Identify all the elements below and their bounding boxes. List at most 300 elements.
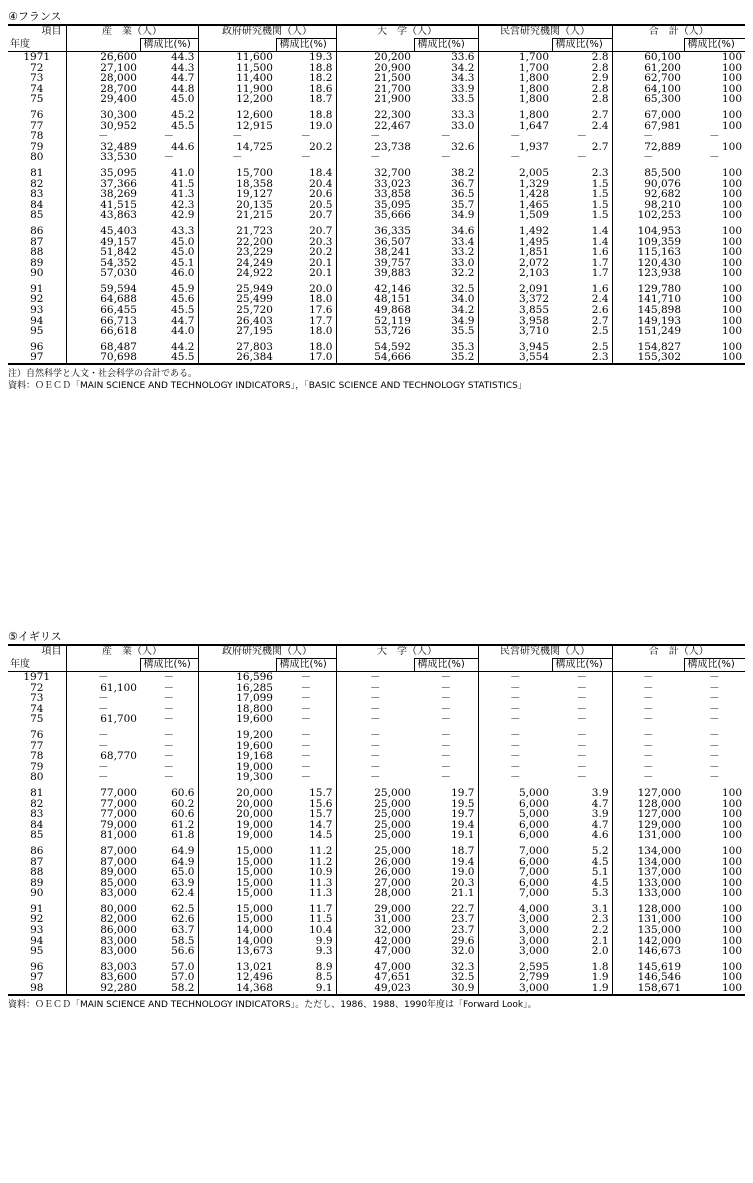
table-cell: － (576, 739, 587, 752)
table-cell: 25,000 (336, 799, 414, 810)
table-cell: 14,725 (198, 142, 276, 153)
table-row (8, 725, 745, 741)
table-cell: － (300, 739, 311, 752)
table-cell: 4.5 (591, 855, 609, 868)
table-cell: 100 (721, 971, 742, 984)
table-cell: 3,000 (478, 925, 552, 936)
table-cell: 1,509 (478, 210, 552, 221)
table-cell: 26,384 (198, 352, 276, 364)
table-cell: 27,100 (66, 63, 140, 74)
table-cell: 20.6 (309, 188, 333, 201)
table-cell: － (198, 131, 276, 142)
table-cell: 89,000 (66, 867, 140, 878)
table-cell: 1,937 (478, 142, 552, 153)
table-cell: 41.5 (171, 177, 195, 190)
table-cell: 26,403 (198, 316, 276, 327)
table-cell: 15,000 (198, 841, 276, 857)
table-cell: 2,005 (478, 163, 552, 179)
table-cell: 14,000 (198, 925, 276, 936)
table-cell: 2.7 (591, 140, 609, 153)
year-cell: 76 (30, 108, 44, 121)
table-cell: 2.9 (591, 72, 609, 85)
table-cell: 19,000 (198, 830, 276, 841)
table-cell: 14.7 (309, 818, 333, 831)
year-cell: 87 (30, 855, 44, 868)
table-cell: 25,000 (336, 783, 414, 799)
table-cell: 30,952 (66, 121, 140, 132)
table-cell: 32.2 (451, 267, 475, 280)
table-cell: 100 (721, 209, 742, 222)
table-cell: 128,000 (612, 799, 684, 810)
table-cell: 11.2 (309, 855, 333, 868)
header-ratio: 構成比(%) (552, 39, 612, 52)
table-cell: 100 (721, 198, 742, 211)
table-cell: 30,300 (66, 105, 140, 121)
year-cell: 94 (30, 314, 44, 327)
table-cell: 142,000 (612, 936, 684, 947)
table-cell: 100 (721, 188, 742, 201)
table-cell: 100 (721, 934, 742, 947)
year-cell: 1971 (23, 671, 51, 683)
table-cell: － (300, 151, 311, 164)
year-cell: 78 (30, 750, 44, 763)
table-cell: － (440, 671, 451, 683)
table-cell: 28,700 (66, 84, 140, 95)
table-cell: 25,000 (336, 820, 414, 831)
table-cell: 59,594 (66, 279, 140, 295)
table-cell: 27,000 (336, 878, 414, 889)
table-cell: － (300, 771, 311, 784)
table-cell: 54,352 (66, 258, 140, 269)
table-cell: 9.1 (276, 983, 336, 995)
table-cell: 16,596 (198, 672, 276, 683)
year-cell: 86 (30, 224, 44, 237)
year-cell: 84 (30, 818, 44, 831)
table-cell: 32.3 (451, 960, 475, 973)
table-cell: 81,000 (66, 830, 140, 841)
table-cell: 62.6 (171, 913, 195, 926)
table-cell: 20.1 (309, 256, 333, 269)
table-cell: 45.6 (171, 293, 195, 306)
year-cell: 84 (30, 198, 44, 211)
table-cell: 68,487 (66, 337, 140, 353)
year-cell: 92 (30, 293, 44, 306)
table-cell: 100 (721, 119, 742, 132)
table-cell: 36,335 (336, 221, 414, 237)
table-cell: 19.5 (451, 797, 475, 810)
table-cell: 61.2 (171, 818, 195, 831)
header-private: 民営研究機関（人） (478, 645, 612, 659)
header-industry: 産 業（人） (66, 645, 198, 659)
table-cell: 3,000 (478, 914, 552, 925)
table-cell: 23,738 (336, 142, 414, 153)
year-cell: 72 (30, 681, 44, 694)
table-cell: 6,000 (478, 820, 552, 831)
table-cell: － (440, 771, 451, 784)
table-cell: － (163, 739, 174, 752)
table-cell: － (440, 681, 451, 694)
table-cell: 33,858 (336, 189, 414, 200)
table-cell: 3,372 (478, 294, 552, 305)
table-cell: 19.4 (451, 855, 475, 868)
table-cell: 85,500 (612, 163, 684, 179)
table-cell: 83,600 (66, 972, 140, 983)
year-cell: 80 (30, 151, 44, 164)
table-row (8, 268, 745, 279)
table-cell: － (163, 750, 174, 763)
table-cell: 25,499 (198, 294, 276, 305)
table-cell: 11.2 (309, 844, 333, 857)
table-cell: 64.9 (171, 855, 195, 868)
table-cell: 3,710 (478, 326, 552, 337)
table-cell: － (163, 713, 174, 726)
table-row (8, 221, 745, 237)
year-cell: 93 (30, 304, 44, 317)
table-cell: 3,000 (478, 983, 552, 995)
table-cell: 2.2 (591, 924, 609, 937)
table-cell: 100 (721, 293, 742, 306)
table-cell: 44.3 (171, 51, 195, 63)
table-cell: － (478, 725, 552, 741)
header-university: 大 学（人） (336, 25, 478, 39)
year-cell: 91 (30, 282, 44, 295)
table-cell: 3,000 (478, 936, 552, 947)
table-cell: 14,368 (198, 983, 276, 995)
header-year: 年度 (8, 659, 66, 672)
table-cell: 45.5 (171, 119, 195, 132)
table-cell: 45.2 (171, 108, 195, 121)
table-cell: 53,726 (336, 326, 414, 337)
table-cell: 1.6 (591, 282, 609, 295)
table-row (8, 841, 745, 857)
year-cell: 80 (30, 771, 44, 784)
table-cell: 1.8 (591, 960, 609, 973)
source-note: 資料：ＯＥＣＤ「MAIN SCIENCE AND TECHNOLOGY INDICATORS」。ただし、1986、1988、1990年度は「Forward Look」。 (8, 999, 537, 1010)
table-cell: 33,530 (66, 152, 140, 163)
table-cell: 100 (721, 72, 742, 85)
table-row (8, 957, 745, 973)
table-cell: 100 (721, 913, 742, 926)
table-cell: － (440, 739, 451, 752)
table-cell: 19,600 (198, 741, 276, 752)
table-cell: 63.7 (171, 924, 195, 937)
table-cell: 100 (721, 224, 742, 237)
year-cell: 76 (30, 728, 44, 741)
table-cell: 85,000 (66, 878, 140, 889)
table-cell: 19.1 (451, 829, 475, 842)
table-cell: 1,495 (478, 237, 552, 248)
table-cell: 83,000 (66, 936, 140, 947)
table-cell: － (576, 771, 587, 784)
table-cell: 19,600 (198, 714, 276, 725)
header-ratio: 構成比(%) (684, 39, 745, 52)
table-cell: 6,000 (478, 799, 552, 810)
table-cell: 19.0 (309, 119, 333, 132)
table-cell: － (336, 714, 414, 725)
table-cell: 42.9 (171, 209, 195, 222)
table-cell: 18.7 (309, 93, 333, 106)
table-cell: 3.9 (591, 786, 609, 799)
table-cell: 104,953 (612, 221, 684, 237)
table-cell: 19,300 (198, 772, 276, 783)
year-cell: 87 (30, 235, 44, 248)
header-university: 大 学（人） (336, 645, 478, 659)
table-cell: 57,030 (66, 268, 140, 279)
table-cell: 1.4 (591, 224, 609, 237)
table-cell: 3.9 (591, 808, 609, 821)
table-cell: 149,193 (612, 316, 684, 327)
table-cell: 1,492 (478, 221, 552, 237)
table-cell: － (709, 739, 720, 752)
table-cell: 33.4 (451, 235, 475, 248)
table-cell: 100 (721, 887, 742, 900)
table-cell: 34.9 (451, 314, 475, 327)
table-cell: 21,700 (336, 84, 414, 95)
table-cell: 72,889 (612, 142, 684, 153)
table-cell: 5.2 (591, 844, 609, 857)
table-cell: 4.7 (591, 797, 609, 810)
table-cell: 15,000 (198, 857, 276, 868)
table-cell: 11,900 (198, 84, 276, 95)
table-cell: 65,300 (612, 94, 684, 105)
table-cell: 2.5 (591, 340, 609, 353)
table-cell: 45,403 (66, 221, 140, 237)
table-cell: 2.5 (591, 325, 609, 338)
table-cell: － (612, 704, 684, 715)
table-cell: 87,000 (66, 857, 140, 868)
table-cell: 19,200 (198, 725, 276, 741)
table-cell: 3,554 (478, 352, 552, 364)
table-cell: 100 (721, 945, 742, 958)
table-cell: 1,800 (478, 94, 552, 105)
table-cell: 20,000 (198, 799, 276, 810)
table-cell: 15.7 (309, 808, 333, 821)
table-cell: 21.1 (451, 887, 475, 900)
table-cell: － (576, 692, 587, 705)
table-cell: 38,241 (336, 247, 414, 258)
table-cell: 46.0 (171, 267, 195, 280)
table-cell: 16,285 (198, 683, 276, 694)
table-cell: 102,253 (612, 210, 684, 221)
table-cell: 61,100 (66, 683, 140, 694)
table-cell: 100 (721, 808, 742, 821)
table-cell: 2.8 (591, 93, 609, 106)
table-cell: 98,210 (612, 200, 684, 211)
table-cell: － (612, 772, 684, 783)
table-cell: 25,000 (336, 809, 414, 820)
table-cell: 19,000 (198, 762, 276, 773)
table-cell: 100 (721, 902, 742, 915)
table-cell: 100 (721, 51, 742, 63)
table-cell: 100 (721, 314, 742, 327)
table-cell: 109,359 (612, 237, 684, 248)
table-cell: － (440, 728, 451, 741)
table-cell: 44.7 (171, 72, 195, 85)
table-cell: 2.0 (591, 945, 609, 958)
table-row (8, 326, 745, 337)
table-cell: 2.8 (591, 51, 609, 63)
table-cell: 15,000 (198, 878, 276, 889)
table-cell: 100 (721, 960, 742, 973)
table-cell: 10.4 (309, 924, 333, 937)
table-cell: 62,700 (612, 73, 684, 84)
table-cell: 12,200 (198, 94, 276, 105)
table-cell: 82,000 (66, 914, 140, 925)
table-cell: 35,095 (336, 200, 414, 211)
table-cell: 1.5 (591, 198, 609, 211)
year-cell: 83 (30, 188, 44, 201)
table-cell: － (709, 130, 720, 143)
table-cell: 100 (721, 267, 742, 280)
table-cell: 32.5 (451, 971, 475, 984)
table-cell: 41.3 (171, 188, 195, 201)
year-cell: 75 (30, 93, 44, 106)
table-cell: 1,700 (478, 52, 552, 63)
table-cell: 32,000 (336, 925, 414, 936)
header-ratio: 構成比(%) (140, 659, 198, 672)
table-cell: 100 (721, 140, 742, 153)
year-cell: 82 (30, 177, 44, 190)
header-industry: 産 業（人） (66, 25, 198, 39)
table-cell: 14.5 (309, 829, 333, 842)
table-cell: 2.7 (591, 108, 609, 121)
table-cell: － (709, 702, 720, 715)
table-cell: 20.7 (309, 209, 333, 222)
table-cell: 120,430 (612, 258, 684, 269)
table-cell: 77,000 (66, 799, 140, 810)
table-cell: － (576, 130, 587, 143)
table-cell: 6,000 (478, 878, 552, 889)
header-ratio: 構成比(%) (684, 659, 745, 672)
table-cell: 35.7 (451, 198, 475, 211)
table-cell: 2.3 (591, 913, 609, 926)
table-cell: 1.6 (591, 246, 609, 259)
table-cell: － (478, 714, 552, 725)
table-cell: 67,981 (612, 121, 684, 132)
table-cell: 51,842 (66, 247, 140, 258)
table-cell: 86,000 (66, 925, 140, 936)
table-cell: 3.1 (591, 902, 609, 915)
table-cell: 44.6 (171, 140, 195, 153)
year-cell: 93 (30, 924, 44, 937)
table-cell: 70,698 (66, 352, 140, 364)
table-cell: － (576, 702, 587, 715)
table-cell: 4.7 (591, 818, 609, 831)
table-cell: 33.3 (451, 108, 475, 121)
table-cell: 25,000 (336, 841, 414, 857)
table-cell: 100 (721, 108, 742, 121)
table-cell: 1.7 (591, 267, 609, 280)
table-cell: 45.9 (171, 282, 195, 295)
table-cell: 100 (684, 352, 745, 364)
table-cell: 44.8 (171, 82, 195, 95)
table-cell: 15,000 (198, 914, 276, 925)
table-cell: 57.0 (171, 960, 195, 973)
year-cell: 95 (30, 945, 44, 958)
table-cell: － (478, 772, 552, 783)
year-cell: 73 (30, 72, 44, 85)
table-cell: 1,800 (478, 105, 552, 121)
table-cell: － (612, 725, 684, 741)
table-cell: 6,000 (478, 857, 552, 868)
table-cell: 45.0 (171, 246, 195, 259)
table-cell: － (612, 762, 684, 773)
table-cell: 19,168 (198, 751, 276, 762)
table-cell: 129,000 (612, 820, 684, 831)
table-cell: 1,851 (478, 247, 552, 258)
table-cell: 11.3 (309, 887, 333, 900)
table-cell: － (612, 751, 684, 762)
table-cell: 47,651 (336, 972, 414, 983)
table-cell: 33.2 (451, 246, 475, 259)
table-cell: 1.5 (591, 209, 609, 222)
table-cell: 2,091 (478, 279, 552, 295)
table-cell: － (163, 760, 174, 773)
table-cell: 34.9 (451, 209, 475, 222)
table-cell: 32.0 (451, 945, 475, 958)
table-cell: 3,000 (478, 946, 552, 957)
year-cell: 77 (30, 739, 44, 752)
table-cell: 1.9 (552, 983, 612, 995)
table-cell: 4,000 (478, 899, 552, 915)
data-table (8, 24, 745, 365)
table-cell: 32,489 (66, 142, 140, 153)
table-cell: 26,600 (66, 52, 140, 63)
table-cell: 60.6 (171, 808, 195, 821)
table-cell: 146,673 (612, 946, 684, 957)
table-cell: 41,515 (66, 200, 140, 211)
table-cell: 8.5 (315, 971, 333, 984)
table-cell: 1,700 (478, 63, 552, 74)
table-cell: 2,103 (478, 268, 552, 279)
table-cell: 62.5 (171, 902, 195, 915)
table-cell: 42.3 (171, 198, 195, 211)
table-cell: 20,200 (336, 52, 414, 63)
table-row (8, 946, 745, 957)
table-cell: 18,358 (198, 179, 276, 190)
table-cell: － (336, 704, 414, 715)
table-row (8, 783, 745, 799)
table-cell: － (300, 760, 311, 773)
year-cell: 89 (30, 876, 44, 889)
table-cell: － (198, 152, 276, 163)
table-cell: 66,455 (66, 305, 140, 316)
table-cell: 2,072 (478, 258, 552, 269)
table-cell: － (709, 681, 720, 694)
table-cell: － (300, 713, 311, 726)
table-cell: 28,000 (336, 888, 414, 899)
table-cell: 18.8 (309, 61, 333, 74)
table-cell: 37,366 (66, 179, 140, 190)
year-cell: 92 (30, 913, 44, 926)
table-cell: 20.7 (309, 224, 333, 237)
table-cell: 28,000 (66, 73, 140, 84)
header-ratio: 構成比(%) (414, 39, 478, 52)
year-cell: 90 (30, 267, 44, 280)
table-cell: 35.5 (451, 325, 475, 338)
table-cell: 44.3 (171, 61, 195, 74)
table-row (8, 714, 745, 725)
table-cell: － (163, 692, 174, 705)
table-cell: 123,938 (612, 268, 684, 279)
table-cell: 18.0 (309, 293, 333, 306)
table-cell: 100 (721, 340, 742, 353)
table-cell: 58.5 (171, 934, 195, 947)
section-title: ④フランス (8, 10, 62, 23)
table-cell: 45.0 (171, 235, 195, 248)
table-cell: 68,770 (66, 751, 140, 762)
table-cell: 17,099 (198, 693, 276, 704)
